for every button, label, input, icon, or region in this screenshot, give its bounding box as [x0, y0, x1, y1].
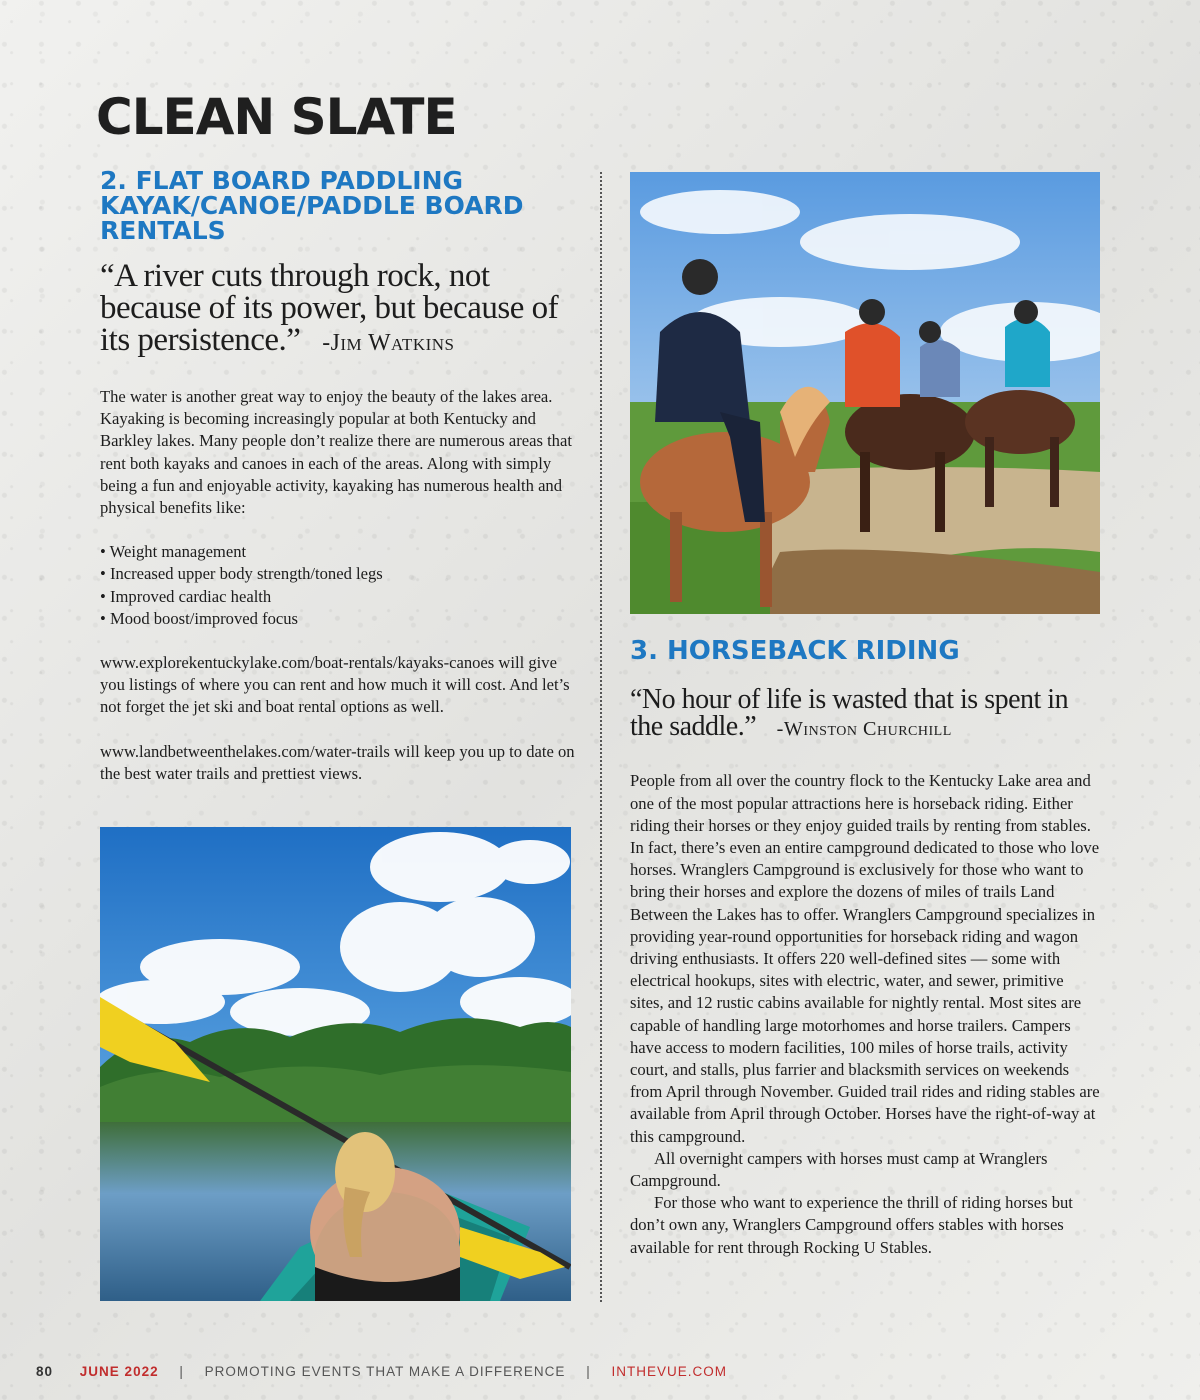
footer-website-link[interactable]: INTHEVUE.COM	[611, 1364, 728, 1379]
kayak-section-heading	[100, 168, 575, 243]
horseback-quote-author: -Winston Churchill	[776, 718, 952, 741]
horseback-quote-text: “No hour of life is wasted that is spent in the saddle.”	[630, 684, 1069, 743]
footer-tagline: PROMOTING EVENTS THAT MAKE A DIFFERENCE	[204, 1364, 566, 1379]
rentals-link-paragraph: www.explorekentuckylake.com/boat-rentals/kayaks-canoes will give you listings of where you can rent and how much it will cost. And let’s not forget the jet ski and boat rental options as well.	[100, 653, 570, 717]
benefits-list	[100, 541, 575, 630]
footer-separator: |	[179, 1364, 184, 1379]
kayak-quote-author: -Jim Watkins	[322, 330, 455, 356]
water-trails-link-paragraph: www.landbetweenthelakes.com/water-trails will keep you up to date on the best water trails and prettiest views.	[100, 741, 575, 783]
left-column	[100, 168, 575, 785]
horseback-photo	[630, 172, 1100, 614]
horseback-paragraph-1: People from all over the country flock to the Kentucky Lake area and one of the most popular attractions here is horseback riding. Either riding their horses or they enjoy guided trails by renting from stables. In fact, there’s even an entire campground dedicated to those who love horses. Wranglers Campground is exclusively for those who want to bring their horses and explore the dozens of miles of trails Land Between the Lakes has to offer. Wranglers Campground specializes in providing year-round opportunities for horseback riding and wagon driving enthusiasts. It offers 220 well-defined sites — some with electrical hookups, sites with electric, water, and sewer, primitive sites, and 12 rustic cabins available for nightly rental. Most sites are capable of handling large motorhomes and horse trailers. Campers have access to modern facilities, 100 miles of horse trails, activity court, and stalls, plus farrier and blacksmith services on weekends from April through November. Guided trail rides and riding stables are available from April through October. Horses have the right-of-way at this campground.	[630, 771, 1100, 1146]
list-item: • Increased upper body strength/toned legs	[100, 563, 575, 585]
list-item: • Weight management	[100, 541, 575, 563]
list-item: • Improved cardiac health	[100, 586, 575, 608]
horseback-paragraph-3: For those who want to experience the thrill of riding horses but don’t own any, Wranglers Campground offers stables with horses available for rent through Rocking U Stables.	[630, 1193, 1073, 1257]
kayak-intro-paragraph: The water is another great way to enjoy the beauty of the lakes area. Kayaking is becoming increasingly popular at both Kentucky and Barkley lakes. Many people don’t realize there are numerous areas that rent both kayaks and canoes in each of the areas. Along with simply being a fun and enjoyable activity, kayaking has numerous health and physical benefits like:	[100, 387, 572, 518]
kayak-photo	[100, 827, 571, 1301]
kayak-heading-line-3: RENTALS	[100, 216, 226, 245]
horseback-section-heading: 3. HORSEBACK RIDING	[630, 636, 960, 666]
kayak-heading-line-2: KAYAK/CANOE/PADDLE BOARD	[100, 191, 524, 220]
page-footer	[36, 1364, 727, 1379]
issue-date: JUNE 2022	[79, 1364, 159, 1379]
right-column	[630, 172, 1100, 1259]
footer-separator: |	[586, 1364, 591, 1379]
horseback-paragraph-2: All overnight campers with horses must camp at Wranglers Campground.	[630, 1148, 1048, 1190]
horseback-quote	[630, 684, 1100, 743]
page-title: CLEAN SLATE	[96, 88, 457, 146]
list-item: • Mood boost/improved focus	[100, 608, 575, 630]
kayak-quote-text: “A river cuts through rock, not because of its power, but because of its persistence.”	[100, 258, 559, 358]
column-divider	[600, 172, 602, 1302]
kayak-quote	[100, 260, 575, 356]
kayak-heading-line-1: 2. FLAT BOARD PADDLING	[100, 166, 464, 195]
horseback-body	[630, 770, 1100, 1258]
page-number: 80	[36, 1364, 54, 1379]
